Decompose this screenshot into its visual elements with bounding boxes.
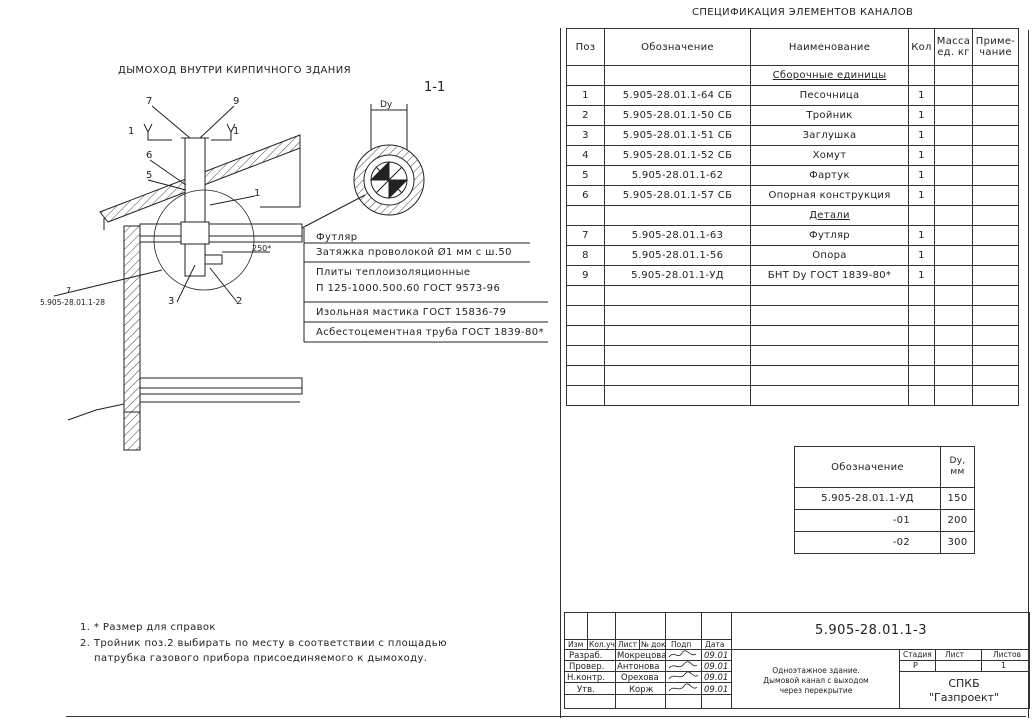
spec-cell-pos	[567, 366, 605, 386]
table-row	[567, 246, 1019, 266]
tb-role: Н.контр.	[567, 673, 606, 683]
table-row	[567, 166, 1019, 186]
spec-cell-qty	[909, 326, 935, 346]
spec-cell-mass	[935, 286, 973, 306]
spec-cell-pos: 9	[567, 266, 605, 286]
spec-cell-pos	[567, 326, 605, 346]
spec-cell-pos: 5	[567, 166, 605, 186]
table-row	[567, 226, 1019, 246]
spec-cell-mass	[935, 386, 973, 406]
spec-cell-code: 5.905-28.01.1-52 СБ	[605, 146, 751, 166]
table-row	[795, 510, 975, 532]
spec-cell-code: 5.905-28.01.1-50 СБ	[605, 106, 751, 126]
dy-value: 300	[941, 532, 975, 554]
spec-cell-note	[973, 326, 1019, 346]
dy-code: -02	[795, 532, 941, 554]
spec-cell-code: 5.905-28.01.1-56	[605, 246, 751, 266]
dy-header-code: Обозначение	[795, 447, 941, 488]
sheets-header: Листов	[993, 650, 1022, 659]
label-dy: Dy	[380, 100, 393, 110]
spec-cell-code: 5.905-28.01.1-63	[605, 226, 751, 246]
dy-value: 150	[941, 488, 975, 510]
spec-cell-name: Опора	[751, 246, 909, 266]
spec-cell-name	[751, 326, 909, 346]
spec-cell-code	[605, 306, 751, 326]
tb-col-sign: Подп	[671, 640, 692, 649]
spec-section-title: Детали	[809, 210, 850, 221]
spec-cell-name: Хомут	[751, 146, 909, 166]
stage-value: Р	[913, 661, 918, 670]
spec-cell-mass	[935, 86, 973, 106]
legend-item: П 125-1000.500.60 ГОСТ 9573-96	[316, 283, 501, 294]
spec-cell-note	[973, 366, 1019, 386]
tb-col-list: Лист	[618, 640, 638, 649]
tb-col-date: Дата	[705, 640, 725, 649]
title-block	[564, 612, 1030, 709]
dy-code: -01	[795, 510, 941, 532]
spec-cell-qty: 1	[909, 146, 935, 166]
spec-cell-qty	[909, 366, 935, 386]
spec-cell-mass	[935, 346, 973, 366]
spec-cell-qty: 1	[909, 126, 935, 146]
spec-cell-note	[973, 346, 1019, 366]
spec-cell-mass	[935, 326, 973, 346]
tb-date: 09.01	[704, 662, 729, 672]
label-2: 2	[236, 296, 243, 307]
spec-cell-mass	[935, 246, 973, 266]
tb-person: Орехова	[621, 673, 659, 683]
spec-cell-qty	[909, 286, 935, 306]
spec-cell-note	[973, 186, 1019, 206]
tb-col-koluch: Кол.уч	[589, 640, 615, 649]
frame-right	[1028, 30, 1029, 718]
spec-cell-qty	[909, 306, 935, 326]
label-3: 3	[168, 296, 175, 307]
section-mark: 1-1	[424, 80, 446, 95]
drawing-title: ДЫМОХОД ВНУТРИ КИРПИЧНОГО ЗДАНИЯ	[118, 65, 351, 76]
spec-cell-note	[973, 306, 1019, 326]
label-7-ref: 7	[66, 286, 72, 295]
dy-table	[794, 446, 975, 554]
label-1-left: 1	[128, 126, 135, 137]
legend-item: Футляр	[316, 232, 358, 243]
legend-item: Плиты теплоизоляционные	[316, 267, 471, 278]
spec-cell-pos: 6	[567, 186, 605, 206]
spec-cell-name: БНТ Dy ГОСТ 1839-80*	[751, 266, 909, 286]
spec-cell-pos: 2	[567, 106, 605, 126]
label-5: 5	[146, 170, 153, 181]
spec-cell-note	[973, 246, 1019, 266]
table-row	[567, 126, 1019, 146]
spec-cell-note	[973, 86, 1019, 106]
sheet-header: Лист	[945, 650, 965, 659]
reference-code: 5.905-28.01.1-28	[40, 298, 106, 307]
spec-cell-name: Футляр	[751, 226, 909, 246]
spec-cell-note	[973, 166, 1019, 186]
spec-cell-code: 5.905-28.01.1-57 СБ	[605, 186, 751, 206]
spec-cell-pos	[567, 206, 605, 226]
spec-title: СПЕЦИФИКАЦИЯ ЭЛЕМЕНТОВ КАНАЛОВ	[692, 7, 914, 18]
tb-role: Провер.	[569, 662, 605, 672]
spec-cell-note	[973, 386, 1019, 406]
spec-cell-code	[605, 366, 751, 386]
spec-cell-mass	[935, 206, 973, 226]
spec-cell-mass	[935, 146, 973, 166]
spec-cell-pos: 3	[567, 126, 605, 146]
spec-cell-note	[973, 206, 1019, 226]
dy-header-row	[795, 447, 975, 488]
header-mass: Масса ед. кг	[935, 29, 973, 66]
note-1: 1. * Размер для справок	[80, 622, 216, 633]
org-subname: "Газпроект"	[928, 691, 1000, 704]
spec-cell-note	[973, 106, 1019, 126]
spec-cell-qty: 1	[909, 106, 935, 126]
spec-cell-code: 5.905-28.01.1-62	[605, 166, 751, 186]
spec-cell-name: Фартук	[751, 166, 909, 186]
legend-item: Изольная мастика ГОСТ 15836-79	[316, 307, 507, 318]
spec-cell-mass	[935, 306, 973, 326]
label-1-right: 1	[233, 126, 240, 137]
spec-cell-mass	[935, 126, 973, 146]
spec-cell-pos: 1	[567, 86, 605, 106]
table-row	[795, 532, 975, 554]
tb-date: 09.01	[704, 685, 729, 695]
spec-cell-qty: 1	[909, 166, 935, 186]
spec-header-row	[567, 29, 1019, 66]
spec-cell-qty	[909, 386, 935, 406]
sheets-value: 1	[1001, 661, 1007, 670]
spec-cell-pos	[567, 346, 605, 366]
table-row	[567, 386, 1019, 406]
spec-cell-pos: 8	[567, 246, 605, 266]
spec-section-title: Сборочные единицы	[772, 70, 887, 81]
spec-cell-mass	[935, 166, 973, 186]
spec-cell-code	[605, 346, 751, 366]
spec-cell-code	[605, 386, 751, 406]
label-7: 7	[146, 96, 153, 107]
doc-code: 5.905-28.01.1-3	[815, 623, 927, 638]
legend-item: Асбестоцементная труба ГОСТ 1839-80*	[316, 327, 544, 338]
spec-cell-pos	[567, 306, 605, 326]
signatures	[666, 650, 700, 706]
table-row	[567, 286, 1019, 306]
spec-cell-code	[605, 206, 751, 226]
spec-cell-mass	[935, 226, 973, 246]
dy-header-dy: Dy, мм	[941, 447, 975, 488]
spec-section-row	[567, 206, 1019, 226]
description-line: через перекрытие	[779, 686, 853, 695]
spec-cell-note	[973, 266, 1019, 286]
header-pos: Поз	[567, 29, 605, 66]
spec-cell-code	[605, 326, 751, 346]
legend-item: Затяжка проволокой Ø1 мм с ш.50	[316, 247, 512, 258]
spec-cell-pos	[567, 386, 605, 406]
tb-person: Корж	[629, 685, 654, 695]
tb-role: Утв.	[577, 685, 595, 695]
spec-cell-note	[973, 146, 1019, 166]
spec-cell-note	[973, 126, 1019, 146]
spec-cell-code	[605, 286, 751, 306]
dy-code: 5.905-28.01.1-УД	[795, 488, 941, 510]
spec-cell-note	[973, 66, 1019, 86]
spec-cell-mass	[935, 66, 973, 86]
spec-cell-pos	[567, 286, 605, 306]
table-row	[567, 186, 1019, 206]
header-note: Приме- чание	[973, 29, 1019, 66]
spec-cell-qty: 1	[909, 86, 935, 106]
dimension-250: 250*	[252, 244, 272, 253]
spec-cell-name	[751, 66, 909, 86]
spec-cell-qty	[909, 206, 935, 226]
spec-cell-name: Заглушка	[751, 126, 909, 146]
spec-cell-code: 5.905-28.01.1-64 СБ	[605, 86, 751, 106]
table-row	[795, 488, 975, 510]
spec-cell-qty: 1	[909, 266, 935, 286]
spec-cell-name	[751, 386, 909, 406]
table-row	[567, 326, 1019, 346]
label-9: 9	[233, 96, 240, 107]
spec-cell-name: Тройник	[751, 106, 909, 126]
description-line: Одноэтажное здание.	[772, 666, 860, 675]
tb-col-izm: Изм	[568, 640, 584, 649]
chimney-drawing	[0, 0, 560, 460]
frame-divider	[560, 28, 561, 718]
table-row	[567, 86, 1019, 106]
spec-cell-note	[973, 286, 1019, 306]
header-name: Наименование	[751, 29, 909, 66]
table-row	[567, 146, 1019, 166]
spec-cell-name	[751, 206, 909, 226]
spec-cell-mass	[935, 106, 973, 126]
spec-section-row	[567, 66, 1019, 86]
spec-cell-code: 5.905-28.01.1-51 СБ	[605, 126, 751, 146]
stage-header: Стадия	[903, 650, 932, 659]
org-name: СПКБ	[948, 677, 980, 690]
label-6: 6	[146, 150, 153, 161]
tb-role: Разраб.	[569, 651, 603, 661]
label-1-detail: 1	[254, 188, 261, 199]
tb-date: 09.01	[704, 673, 729, 683]
spec-cell-pos	[567, 66, 605, 86]
spec-cell-name	[751, 366, 909, 386]
table-row	[567, 306, 1019, 326]
tb-date: 09.01	[704, 651, 729, 661]
spec-cell-name	[751, 286, 909, 306]
spec-cell-qty: 1	[909, 186, 935, 206]
header-code: Обозначение	[605, 29, 751, 66]
note-2: 2. Тройник поз.2 выбирать по месту в соответствии с площадью	[80, 638, 447, 649]
spec-cell-name: Песочница	[751, 86, 909, 106]
spec-cell-note	[973, 226, 1019, 246]
spec-cell-mass	[935, 366, 973, 386]
dy-value: 200	[941, 510, 975, 532]
spec-cell-qty: 1	[909, 226, 935, 246]
spec-cell-mass	[935, 186, 973, 206]
table-row	[567, 106, 1019, 126]
spec-cell-qty	[909, 66, 935, 86]
table-row	[567, 266, 1019, 286]
spec-cell-name	[751, 346, 909, 366]
spec-cell-pos: 4	[567, 146, 605, 166]
table-row	[567, 346, 1019, 366]
spec-table	[566, 28, 1019, 406]
frame-bottom	[66, 716, 1026, 717]
header-qty: Кол	[909, 29, 935, 66]
spec-cell-mass	[935, 266, 973, 286]
spec-cell-name: Опорная конструкция	[751, 186, 909, 206]
spec-cell-name	[751, 306, 909, 326]
description-line: Дымовой канал с выходом	[763, 676, 869, 685]
spec-cell-code: 5.905-28.01.1-УД	[605, 266, 751, 286]
spec-cell-code	[605, 66, 751, 86]
spec-cell-qty	[909, 346, 935, 366]
tb-person: Мокрецова	[617, 651, 667, 661]
note-2-cont: патрубка газового прибора присоединяемого к дымоходу.	[94, 653, 428, 664]
tb-person: Антонова	[617, 662, 660, 672]
spec-cell-qty: 1	[909, 246, 935, 266]
spec-cell-pos: 7	[567, 226, 605, 246]
tb-col-doc: № док	[641, 640, 666, 649]
table-row	[567, 366, 1019, 386]
